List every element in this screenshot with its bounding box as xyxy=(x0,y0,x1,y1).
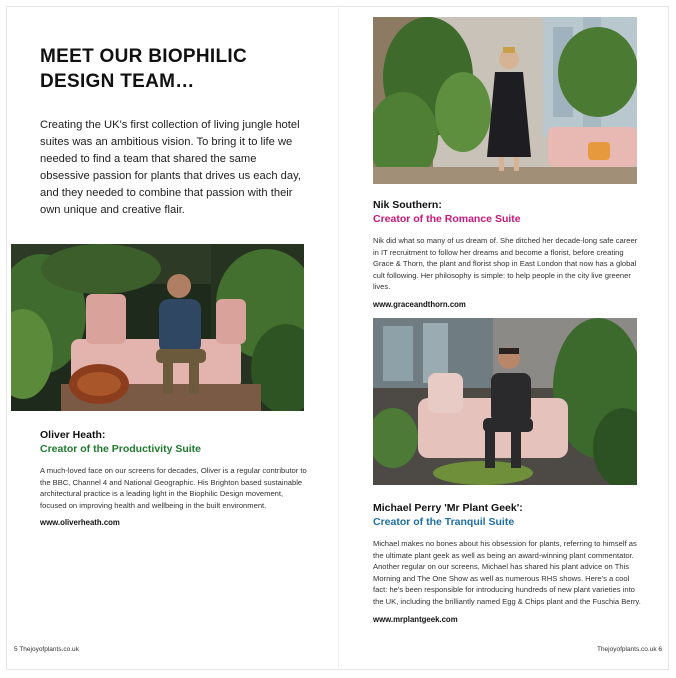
profile-name: Oliver Heath: xyxy=(40,429,106,441)
profile-role: Creator of the Tranquil Suite xyxy=(373,516,515,528)
profile-name: Michael Perry 'Mr Plant Geek': xyxy=(373,502,523,514)
profile-website-link[interactable]: www.graceandthorn.com xyxy=(373,299,466,309)
left-page-folio: 5 Thejoyofplants.co.uk xyxy=(14,646,79,653)
profile-oliver-heath xyxy=(40,428,308,527)
oliver-heath-photo xyxy=(11,244,304,411)
profile-name: Nik Southern: xyxy=(373,199,442,211)
headline-line-1: MEET OUR BIOPHILIC xyxy=(40,46,248,67)
profile-michael-perry xyxy=(373,501,641,624)
profile-bio: Michael makes no bones about his obsession for plants, referring to himself as the ultimate plant geek as well as being an award-winning plant commentator. Another regular on our screens, Michael has shared his plant advice on This Morning and The One Show as well as numerous RHS shows. Here's a cool fact: he's been responsible for introducing hundreds of new plant varieties into the UK, including the brilliantly named Egg & Chips plant and the Fuschia Berry. xyxy=(373,539,641,606)
page-headline xyxy=(40,44,300,94)
michael-perry-photo xyxy=(373,318,637,485)
intro-paragraph: Creating the UK's first collection of living jungle hotel suites was an ambitious vision. To bring it to life we needed to find a team that shared the same obsessive passion for plants that drives us each day, and they needed to combine that passion with their own unique and creative flair. xyxy=(40,119,301,216)
page-gutter xyxy=(338,6,339,670)
profile-bio: Nik did what so many of us dream of. She ditched her decade-long safe career in IT recruitment to follow her dreams and become a florist, before creating Grace & Thorn, the plant and florist shop in East London that now has a global cult following. Her philosophy is simple: to help people in the city live greener lives. xyxy=(373,236,638,292)
headline-line-2: DESIGN TEAM… xyxy=(40,71,195,92)
nik-southern-photo xyxy=(373,17,637,184)
profile-role: Creator of the Romance Suite xyxy=(373,213,521,225)
profile-bio: A much-loved face on our screens for decades, Oliver is a regular contributor to the BBC, Channel 4 and National Geographic. His Brighton based sustainable architectural practice is a leading light in the Biophilic Design movement, focused on improving health and wellbeing in the built environment. xyxy=(40,466,307,510)
profile-website-link[interactable]: www.oliverheath.com xyxy=(40,518,120,528)
profile-website-link[interactable]: www.mrplantgeek.com xyxy=(373,614,458,624)
right-page-folio: Thejoyofplants.co.uk 6 xyxy=(596,646,662,653)
profile-role: Creator of the Productivity Suite xyxy=(40,443,202,455)
profile-nik-southern xyxy=(373,198,641,309)
